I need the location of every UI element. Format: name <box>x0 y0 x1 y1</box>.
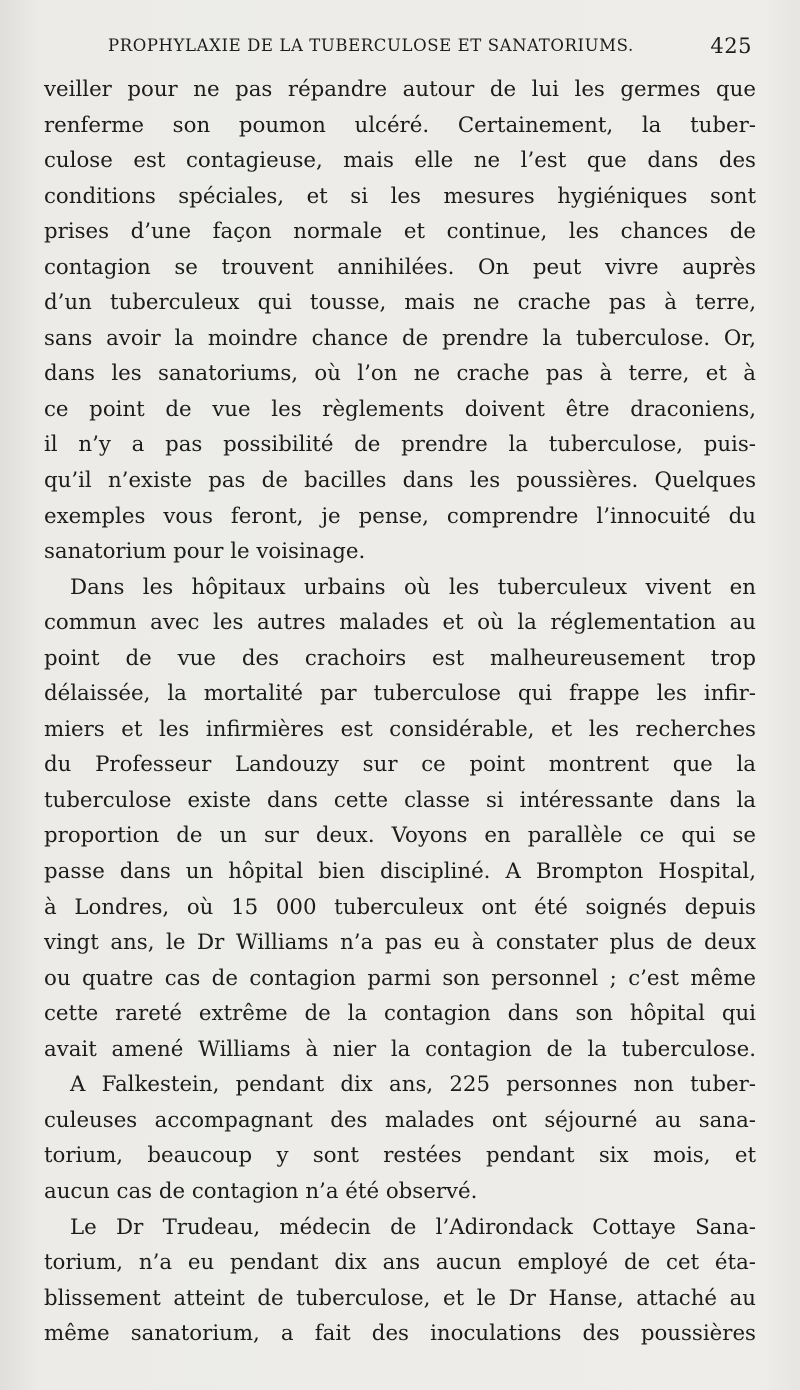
text-line: miers et les infirmières est considérable, et les recherches <box>44 716 756 742</box>
paragraph-first-line: A Falkestein, pendant dix ans, 225 personnes non tuber- <box>70 1072 756 1098</box>
text-line: exemples vous feront, je pense, comprendre l’innocuité du <box>44 503 756 529</box>
text-line: avait amené Williams à nier la contagion de la tuberculose. <box>44 1036 756 1062</box>
text-line: culose est contagieuse, mais elle ne l’est que dans des <box>44 148 756 174</box>
text-line: dans les sanatoriums, où l’on ne crache pas à terre, et à <box>44 361 756 387</box>
text-line: prises d’une façon normale et continue, les chances de <box>44 219 756 245</box>
page-number: 425 <box>710 34 752 58</box>
text-line: veiller pour ne pas répandre autour de lui les germes que <box>44 77 756 102</box>
text-line: vingt ans, le Dr Williams n’a pas eu à constater plus de deux <box>44 930 756 956</box>
paragraph-first-line: Le Dr Trudeau, médecin de l’Adirondack Cottaye Sana- <box>70 1214 756 1240</box>
text-line: il n’y a pas possibilité de prendre la tuberculose, puis- <box>44 432 756 458</box>
paragraph-end-line: sanatorium pour le voisinage. <box>44 539 366 565</box>
text-line: renferme son poumon ulcéré. Certainement, la tuber- <box>44 112 756 138</box>
text-line: conditions spéciales, et si les mesures hygiéniques sont <box>44 183 756 209</box>
text-line: du Professeur Landouzy sur ce point montrent que la <box>44 752 756 778</box>
text-line: torium, beaucoup y sont restées pendant six mois, et <box>44 1143 756 1169</box>
text-line: point de vue des crachoirs est malheureusement trop <box>44 645 756 671</box>
text-line: ou quatre cas de contagion parmi son personnel ; c’est même <box>44 965 756 991</box>
running-head <box>108 36 768 60</box>
text-line: à Londres, où 15 000 tuberculeux ont été soignés depuis <box>44 894 756 920</box>
text-line: proportion de un sur deux. Voyons en parallèle ce qui se <box>44 823 756 849</box>
paragraph-end-line: aucun cas de contagion n’a été observé. <box>44 1178 478 1204</box>
text-line: commun avec les autres malades et où la réglementation au <box>44 610 756 636</box>
text-line: passe dans un hôpital bien discipliné. A Brompton Hospital, <box>44 859 756 885</box>
text-line: contagion se trouvent annihilées. On peut vivre auprès <box>44 254 756 280</box>
text-line: ce point de vue les règlements doivent être draconiens, <box>44 396 756 422</box>
text-line: tuberculose existe dans cette classe si intéressante dans la <box>44 787 756 813</box>
text-line: torium, n’a eu pendant dix ans aucun employé de cet éta- <box>44 1250 756 1276</box>
text-line: culeuses accompagnant des malades ont séjourné au sana- <box>44 1107 756 1133</box>
text-line: délaissée, la mortalité par tuberculose qui frappe les infir- <box>44 681 756 707</box>
text-line: blissement atteint de tuberculose, et le Dr Hanse, attaché au <box>44 1285 756 1311</box>
text-line: cette rareté extrême de la contagion dans son hôpital qui <box>44 1001 756 1027</box>
text-line: d’un tuberculeux qui tousse, mais ne crache pas à terre, <box>44 290 756 316</box>
text-line: même sanatorium, a fait des inoculations des poussières <box>44 1321 756 1347</box>
text-line: sans avoir la moindre chance de prendre la tuberculose. Or, <box>44 325 756 351</box>
text-line: qu’il n’existe pas de bacilles dans les poussières. Quelques <box>44 468 756 494</box>
body-text <box>44 72 756 1352</box>
paragraph-first-line: Dans les hôpitaux urbains où les tuberculeux vivent en <box>70 574 756 600</box>
running-title: PROPHYLAXIE DE LA TUBERCULOSE ET SANATORIUMS. <box>108 36 634 55</box>
